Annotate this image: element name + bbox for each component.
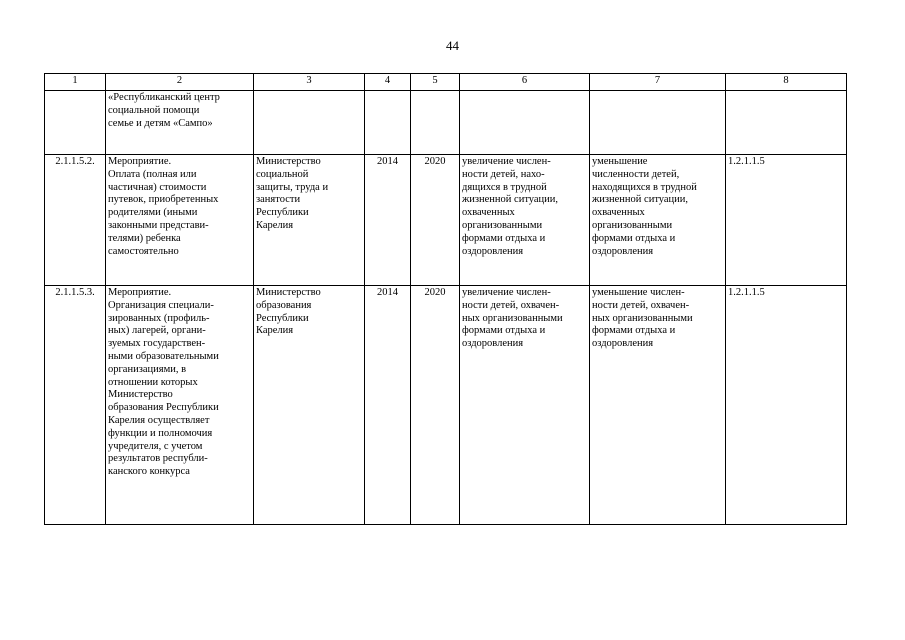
end-year-cell (411, 91, 460, 155)
expected-result-cell: увеличение числен- ности детей, нахо- дящихся в трудной жизненной ситуации, охваченных организованными формами отдыха и оздоровления (460, 155, 590, 286)
expected-result-cell: увеличение числен- ности детей, охвачен- ных организованными формами отдыха и оздоровления (460, 286, 590, 525)
consequence-cell: уменьшение числен- ности детей, охвачен- ных организованными формами отдыха и оздоровления (590, 286, 726, 525)
activity-code-cell (45, 91, 106, 155)
start-year-cell (365, 91, 411, 155)
start-year-cell: 2014 (365, 286, 411, 525)
table-row (45, 155, 847, 286)
table-row (45, 91, 847, 155)
column-header: 3 (254, 74, 365, 91)
activity-code-cell: 2.1.1.5.3. (45, 286, 106, 525)
column-header: 1 (45, 74, 106, 91)
program-activities-table (44, 73, 847, 525)
expected-result-cell (460, 91, 590, 155)
column-header: 4 (365, 74, 411, 91)
column-number-row (45, 74, 847, 91)
executor-cell (254, 91, 365, 155)
end-year-cell: 2020 (411, 155, 460, 286)
consequence-cell (590, 91, 726, 155)
column-header: 5 (411, 74, 460, 91)
column-header: 7 (590, 74, 726, 91)
column-header: 6 (460, 74, 590, 91)
column-header: 2 (106, 74, 254, 91)
end-year-cell: 2020 (411, 286, 460, 525)
page-number: 44 (446, 38, 459, 53)
activity-description-cell: Мероприятие. Организация специали- зированных (профиль- ных) лагерей, органи- зуемых государствен- ными образовательными организациями, в отношении которых Министерство образования Республики Карелия осуществляет функции и полномочия учредителя, с учетом результатов республи- канского конкурса (106, 286, 254, 525)
consequence-cell: уменьшение численности детей, находящихся в трудной жизненной ситуации, охваченных организованными формами отдыха и оздоровления (590, 155, 726, 286)
column-header: 8 (726, 74, 847, 91)
activity-description-cell: Мероприятие. Оплата (полная или частичная) стоимости путевок, приобретенных родителями (иными законными представи- телями) ребенка самостоятельно (106, 155, 254, 286)
activity-code-cell: 2.1.1.5.2. (45, 155, 106, 286)
start-year-cell: 2014 (365, 155, 411, 286)
indicator-link-cell (726, 91, 847, 155)
indicator-link-cell: 1.2.1.1.5 (726, 155, 847, 286)
executor-cell: Министерство образования Республики Карелия (254, 286, 365, 525)
executor-cell: Министерство социальной защиты, труда и занятости Республики Карелия (254, 155, 365, 286)
indicator-link-cell: 1.2.1.1.5 (726, 286, 847, 525)
table-row (45, 286, 847, 525)
activity-description-cell: «Республиканский центр социальной помощи семье и детям «Сампо» (106, 91, 254, 155)
